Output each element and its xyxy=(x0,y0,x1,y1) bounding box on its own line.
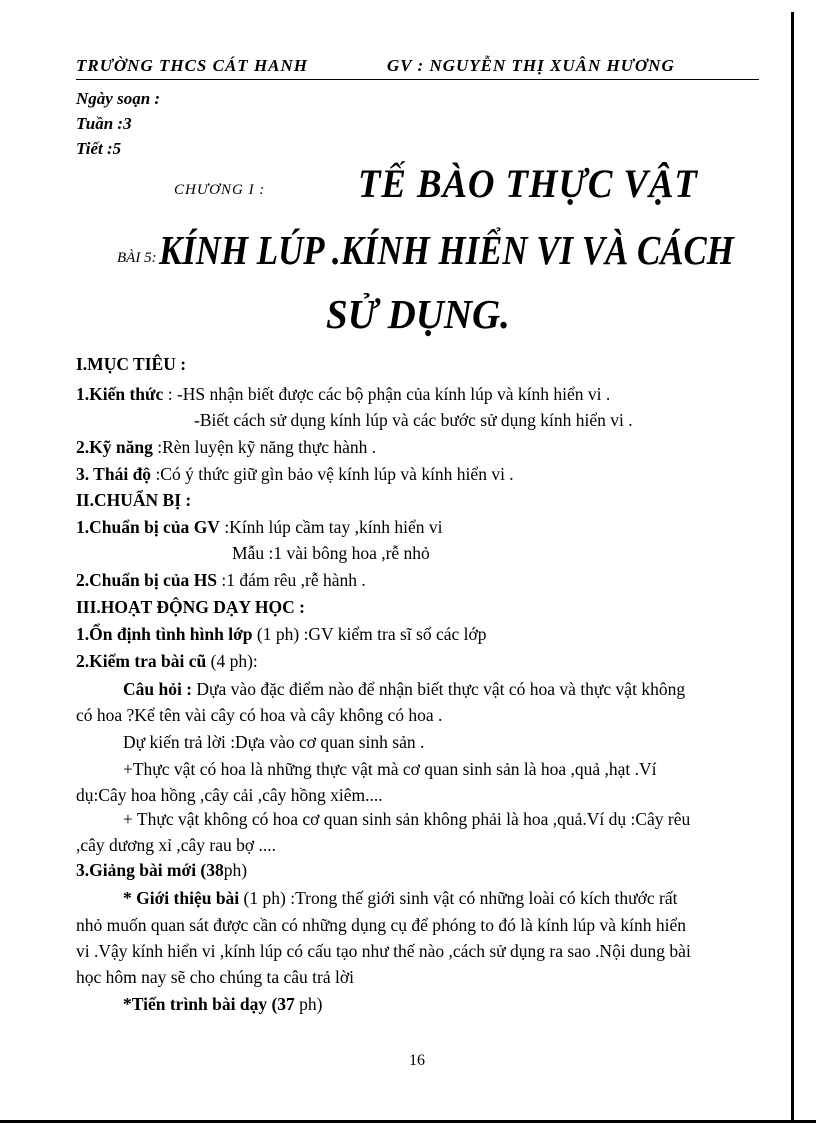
tien-trinh-bold: 37 xyxy=(277,994,295,1014)
cb-gv-bold: GV xyxy=(193,517,220,537)
ky-nang-label: 2.Kỹ năng xyxy=(76,437,153,457)
tv-co-hoa-line1: +Thực vật có hoa là những thực vật mà cơ quan sinh sản là hoa ,quả ,hạt .Ví xyxy=(123,759,657,779)
chuan-bi-hs xyxy=(76,570,366,591)
kien-thuc-text: : -HS nhận biết được các bộ phận của kính lúp và kính hiển vi . xyxy=(163,384,611,404)
tien-trinh-end: ph) xyxy=(294,994,323,1014)
kiem-tra xyxy=(76,651,258,672)
ky-nang-text: :Rèn luyện kỹ năng thực hành . xyxy=(152,437,377,457)
cb-hs-label: 2.Chuẩn bị của xyxy=(76,570,194,590)
du-kien: Dự kiến trả lời :Dựa vào cơ quan sinh sản . xyxy=(123,732,425,752)
gioi-thieu-line2: nhỏ muốn quan sát được cần có những dụng cụ để phóng to đó là kính lúp và kính hiển xyxy=(76,915,686,935)
cau-hoi-line2: có hoa ?Kể tên vài cây có hoa và cây không có hoa . xyxy=(76,705,443,725)
lesson-title-line1: KÍNH LÚP .KÍNH HIỂN VI VÀ CÁCH xyxy=(159,227,734,273)
tien-trinh-label: *Tiến trình bài dạy ( xyxy=(123,994,278,1014)
tien-trinh xyxy=(123,994,323,1015)
cb-hs-bold: HS xyxy=(193,570,218,590)
lesson-label: BÀI 5: xyxy=(117,250,157,266)
cau-hoi-label: Câu hỏi : xyxy=(123,679,193,699)
tiet: Tiết :5 xyxy=(76,139,122,158)
cau-hoi-line1 xyxy=(123,679,685,700)
cb-gv-text: :Kính lúp cầm tay ,kính hiển vi xyxy=(219,517,443,537)
gioi-thieu-text: (1 ph) :Trong thế giới sinh vật có những loài có kích thước rất xyxy=(239,888,678,908)
thai-do-label: 3. Thái độ xyxy=(76,464,152,484)
on-dinh-text: (1 ph) :GV kiểm tra sĩ số các lớp xyxy=(252,624,487,644)
section-hoat-dong: III.HOẠT ĐỘNG DẠY HỌC : xyxy=(76,597,305,617)
teacher-name: GV : NGUYỄN THỊ XUÂN HƯƠNG xyxy=(387,56,675,75)
page-number: 16 xyxy=(409,1052,425,1069)
tv-khong-hoa-line2: ,cây dương xỉ ,cây rau bợ .... xyxy=(76,835,277,855)
chapter-label: CHƯƠNG I : xyxy=(174,182,266,198)
kien-thuc-line2: -Biết cách sử dụng kính lúp và các bước sử dụng kính hiển vi . xyxy=(194,410,633,430)
gioi-thieu-line1 xyxy=(123,888,677,909)
ky-nang xyxy=(76,437,376,458)
chapter-title: TẾ BÀO THỰC VẬT xyxy=(358,161,698,206)
gioi-thieu-label: * Giới thiệu bài xyxy=(123,888,240,908)
tuan: Tuần :3 xyxy=(76,114,132,133)
cau-hoi-text: Dựa vào đặc điểm nào để nhận biết thực vật có hoa và thực vật không xyxy=(192,679,686,699)
page-border-right xyxy=(791,12,794,1123)
giang-bai-end: ph) xyxy=(223,860,248,880)
tv-khong-hoa-line1: + Thực vật không có hoa cơ quan sinh sản không phải là hoa ,quả.Ví dụ :Cây rêu xyxy=(123,809,691,829)
kiem-tra-text: (4 ph): xyxy=(206,651,258,671)
section-chuan-bi: II.CHUẨN BỊ : xyxy=(76,490,192,510)
kien-thuc-line1 xyxy=(76,384,610,405)
on-dinh xyxy=(76,624,486,645)
kiem-tra-label: 2.Kiểm tra bài cũ xyxy=(76,651,207,671)
gioi-thieu-line3: vi .Vậy kính hiển vi ,kính lúp có cấu tạo như thế nào ,cách sử dụng ra sao .Nội dung bài xyxy=(76,941,691,961)
cb-hs-text: :1 đám rêu ,rễ hành . xyxy=(217,570,366,590)
kien-thuc-label: 1.Kiến thức xyxy=(76,384,164,404)
on-dinh-label: 1.Ổn định tình hình lớp xyxy=(76,624,253,644)
giang-bai-moi xyxy=(76,860,247,881)
tv-co-hoa-line2: dụ:Cây hoa hồng ,cây cải ,cây hồng xiêm.... xyxy=(76,785,383,805)
chuan-bi-gv-mau: Mẫu :1 vài bông hoa ,rễ nhỏ xyxy=(232,543,430,563)
giang-bai-bold: 38 xyxy=(206,860,224,880)
section-muc-tieu: I.MỤC TIÊU : xyxy=(76,354,187,374)
gioi-thieu-line4: học hôm nay sẽ cho chúng ta câu trả lời xyxy=(76,967,354,987)
thai-do-text: :Có ý thức giữ gìn bảo vệ kính lúp và kính hiển vi . xyxy=(151,464,514,484)
cb-gv-label: 1.Chuẩn bị của xyxy=(76,517,194,537)
chuan-bi-gv xyxy=(76,517,443,538)
ngay-soan: Ngày soạn : xyxy=(76,89,161,108)
school-name: TRƯỜNG THCS CÁT HANH xyxy=(76,56,309,75)
giang-bai-label: 3.Giảng bài mới ( xyxy=(76,860,207,880)
header-divider xyxy=(76,79,759,80)
thai-do xyxy=(76,464,514,485)
lesson-title-line2: SỬ DỤNG. xyxy=(326,291,510,337)
